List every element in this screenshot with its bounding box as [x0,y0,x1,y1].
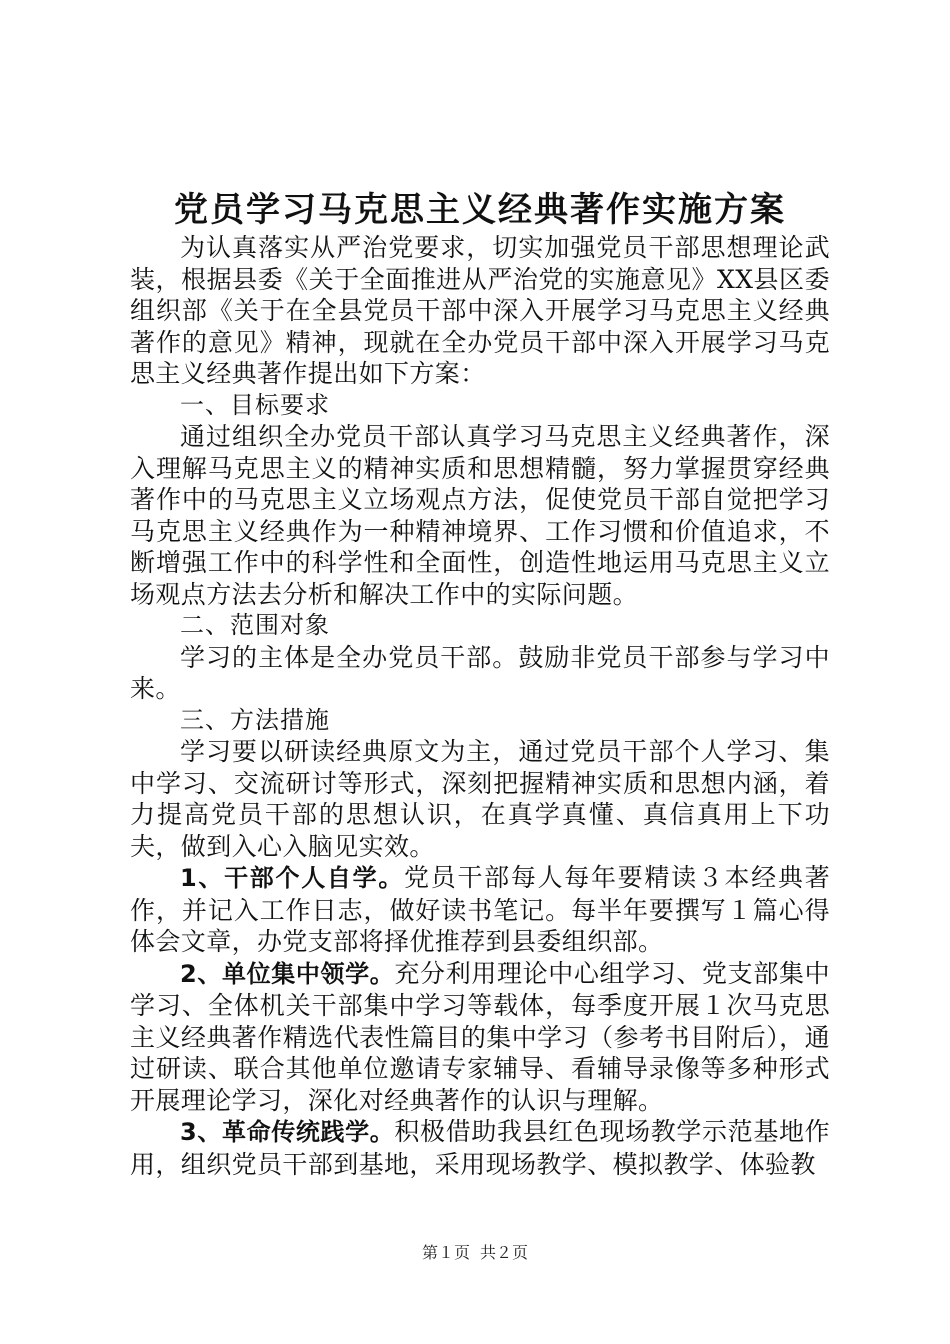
section-heading-goals: 一、目标要求 [180,390,330,419]
method-item-lead: 2、单位集中领学。 [180,959,395,988]
method-item-lead: 3、革命传统践学。 [180,1118,395,1146]
section-text-scope: 学习的主体是全办党员干部。鼓励非党员干部参与学习中来。 [130,642,830,703]
method-item-lead: 1、干部个人自学。 [180,864,405,892]
page-number-total: 共２页 [480,1243,529,1262]
document-title: 党员学习马克思主义经典著作实施方案 [174,190,786,230]
page-footer [0,1242,950,1264]
page-number-current: 第１页 [421,1243,470,1262]
intro-paragraph: 为认真落实从严治党要求，切实加强党员干部思想理论武装，根据县委《关于全面推进从严治党的实施意见》XX县区委组织部《关于在全县党员干部中深入开展学习马克思主义经典著作的意见》精神，现就在全办党员干部中深入开展学习马克思主义经典著作提出如下方案： [130,233,830,388]
section-text-methods: 学习要以研读经典原文为主，通过党员干部个人学习、集中学习、交流研讨等形式，深刻把握精神实质和思想内涵，着力提高党员干部的思想认识，在真学真懂、真信真用上下功夫，做到入心入脑见实效。 [130,737,830,861]
method-item-group-study [130,958,830,1117]
method-item-practice-study [130,1116,830,1180]
method-item-self-study [130,862,830,958]
section-heading-methods: 三、方法措施 [180,705,330,734]
method-item-text: 党员干部每人每年要精读３本经典著作，并记入工作日志，做好读书笔记。每半年要撰写１篇心得体会文章，办党支部将择优推荐到县委组织部。 [130,863,830,956]
section-text-goals: 通过组织全办党员干部认真学习马克思主义经典著作，深入理解马克思主义的精神实质和思想精髓，努力掌握贯穿经典著作中的马克思主义立场观点方法，促使党员干部自觉把学习马克思主义经典作为一种精神境界、工作习惯和价值追求，不断增强工作中的科学性和全面性，创造性地运用马克思主义立场观点方法去分析和解决工作中的实际问题。 [130,422,830,609]
section-heading-scope: 二、范围对象 [180,611,330,639]
method-item-text: 充分利用理论中心组学习、党支部集中学习、全体机关干部集中学习等载体，每季度开展１次马克思主义经典著作精选代表性篇目的集中学习（参考书目附后），通过研读、联合其他单位邀请专家辅导、看辅导录像等多种形式开展理论学习，深化对经典著作的认识与理解。 [130,958,830,1115]
method-item-text: 积极借助我县红色现场教学示范基地作用，组织党员干部到基地，采用现场教学、模拟教学、体验教 [130,1117,830,1179]
document-body [130,232,830,1180]
